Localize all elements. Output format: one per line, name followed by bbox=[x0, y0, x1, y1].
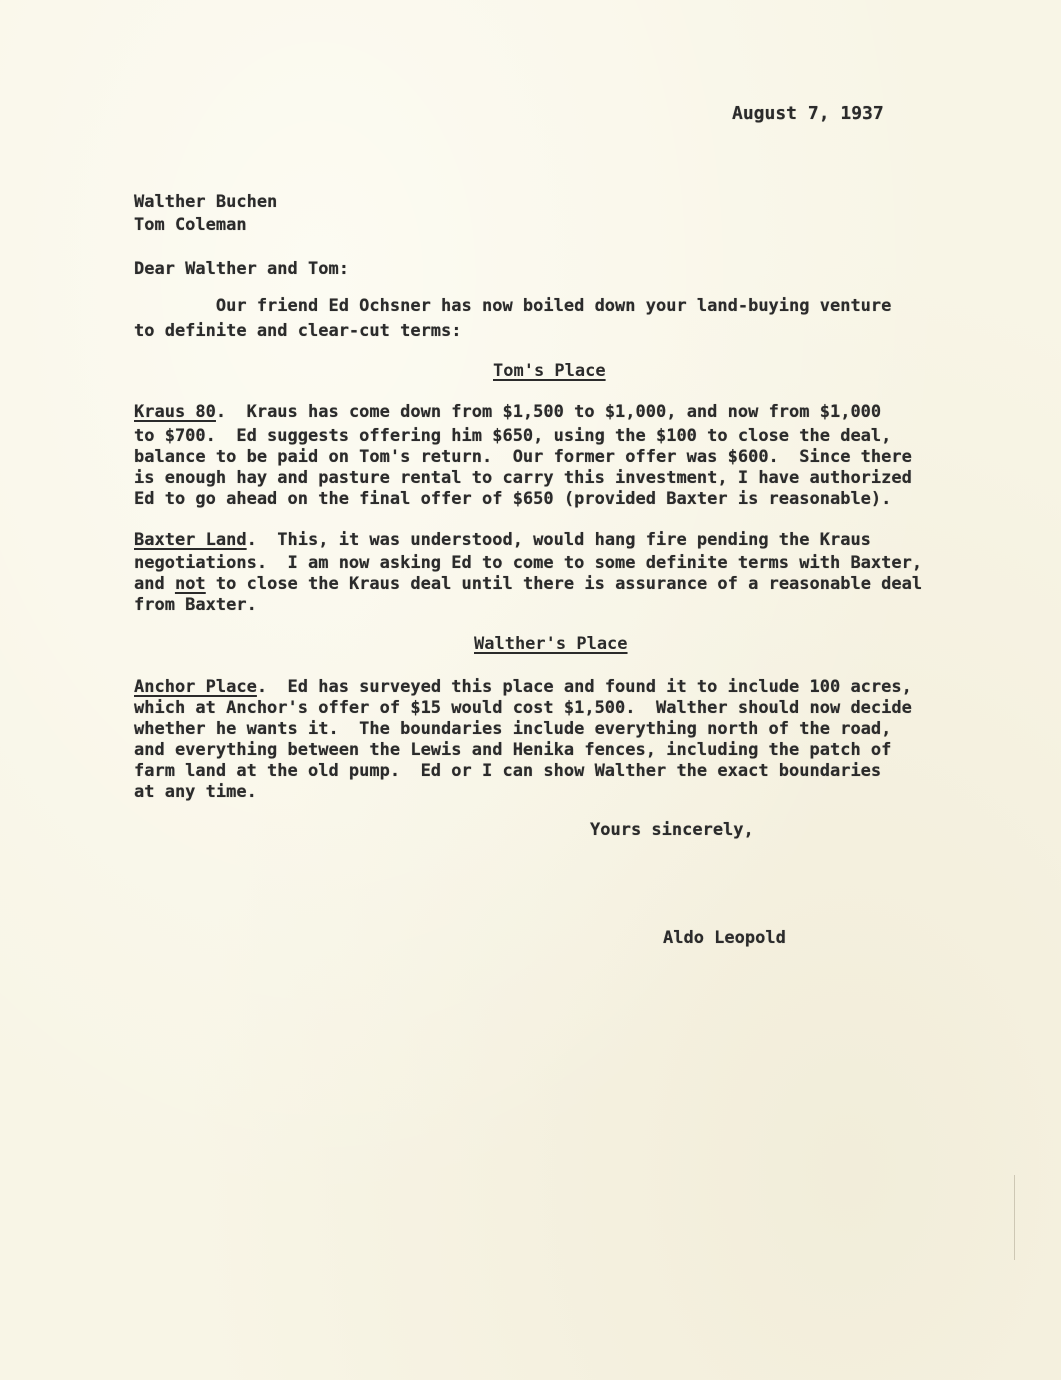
paragraph-line bbox=[134, 574, 922, 594]
baxter-line3-post: to close the Kraus deal until there is assurance of a reasonable deal bbox=[205, 574, 923, 594]
paragraph-line: balance to be paid on Tom's return. Our former offer was $600. Since there bbox=[134, 447, 912, 467]
paragraph-line: whether he wants it. The boundaries include everything north of the road, bbox=[134, 719, 892, 739]
lead-baxter-land: Baxter Land bbox=[134, 530, 247, 550]
salutation: Dear Walther and Tom: bbox=[134, 259, 349, 279]
recipient-name: Tom Coleman bbox=[134, 215, 247, 235]
paper-edge-mark bbox=[1014, 1175, 1027, 1260]
paragraph-line: at any time. bbox=[134, 782, 257, 802]
recipient-name: Walther Buchen bbox=[134, 192, 278, 212]
paragraph-line: is enough hay and pasture rental to carry this investment, I have authorized bbox=[134, 468, 912, 488]
paragraph-line bbox=[134, 677, 912, 697]
paragraph-line: negotiations. I am now asking Ed to come to some definite terms with Baxter, bbox=[134, 553, 923, 573]
intro-line: to definite and clear-cut terms: bbox=[134, 321, 462, 341]
baxter-line3-pre: and bbox=[134, 574, 175, 594]
section-heading-walthers-place: Walther's Place bbox=[474, 634, 628, 654]
intro-line: Our friend Ed Ochsner has now boiled down your land-buying venture bbox=[134, 296, 892, 316]
anchor-line-rest: . Ed has surveyed this place and found it to include 100 acres, bbox=[256, 677, 912, 697]
paragraph-line: to $700. Ed suggests offering him $650, using the $100 to close the deal, bbox=[134, 426, 892, 446]
paragraph-line bbox=[134, 530, 871, 550]
letter-date: August 7, 1937 bbox=[732, 103, 884, 124]
closing: Yours sincerely, bbox=[590, 820, 754, 840]
kraus-line-rest: . Kraus has come down from $1,500 to $1,000, and now from $1,000 bbox=[215, 402, 882, 422]
lead-anchor-place: Anchor Place bbox=[134, 677, 257, 697]
paragraph-line: farm land at the old pump. Ed or I can show Walther the exact boundaries bbox=[134, 761, 882, 781]
paragraph-line: and everything between the Lewis and Henika fences, including the patch of bbox=[134, 740, 892, 760]
baxter-line-rest: . This, it was understood, would hang fire pending the Kraus bbox=[246, 530, 871, 550]
paragraph-line: Ed to go ahead on the final offer of $650 (provided Baxter is reasonable). bbox=[134, 489, 892, 509]
lead-kraus-80: Kraus 80 bbox=[134, 402, 216, 422]
signature-name: Aldo Leopold bbox=[663, 928, 786, 948]
paragraph-line bbox=[134, 402, 881, 422]
paragraph-line: which at Anchor's offer of $15 would cost $1,500. Walther should now decide bbox=[134, 698, 912, 718]
section-heading-toms-place: Tom's Place bbox=[493, 361, 606, 381]
emphasis-not: not bbox=[174, 574, 206, 594]
paragraph-line: from Baxter. bbox=[134, 595, 257, 615]
